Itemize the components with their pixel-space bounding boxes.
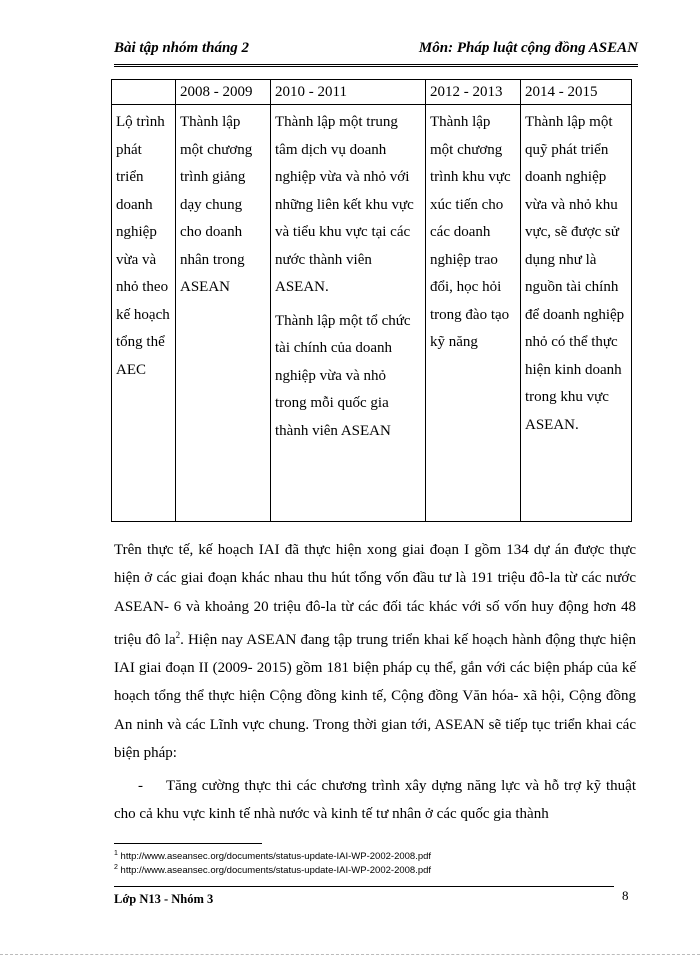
cell-text: Thành lập một chương trình giảng dạy chung cho doanh nhân trong ASEAN — [180, 114, 253, 295]
footnote-link[interactable]: http://www.aseansec.org/documents/status-update-IAI-WP-2002-2008.pdf — [120, 851, 432, 863]
cell-text: Thành lập một trung tâm dịch vụ doanh nghiệp vừa và nhỏ với những liên kết khu vực và tiểu khu vực tại các nước thành viên ASEAN. — [275, 114, 414, 295]
footnote-1 — [114, 850, 431, 862]
header-cell-empty — [112, 80, 176, 105]
table-row — [112, 105, 632, 522]
footnote-number: 2 — [114, 864, 118, 871]
footer-group-label: Lớp N13 - Nhóm 3 — [114, 892, 214, 906]
footnote-link[interactable]: http://www.aseansec.org/documents/status-update-IAI-WP-2002-2008.pdf — [120, 865, 432, 877]
cell-text: Thành lập một quỹ phát triển doanh nghiệp vừa và nhỏ khu vực, sẽ được sử dụng như là nguồn tài chính để doanh nghiệp nhỏ có thể thực hiện kinh doanh trong khu vực ASEAN. — [525, 114, 625, 433]
footer-divider — [114, 886, 614, 887]
footnote-separator — [114, 843, 262, 844]
paragraph-part-1: Trên thực tế, kế hoạch IAI đã thực hiện xong giai đoạn I gồm 134 dự án được thực hiện ở các giai đoạn khác nhau thu hút tổng vốn đầu tư là 191 triệu đô-la từ các nước ASEAN- 6 và khoảng 20 triệu đô-la từ các đối tác khác với số vốn huy động hơn 48 triệu đô la — [114, 542, 636, 648]
row-label: Lộ trình phát triển doanh nghiệp vừa và nhỏ theo kế hoạch tổng thể AEC — [116, 114, 170, 378]
footnote-ref-2[interactable]: 2 — [175, 629, 181, 640]
header-course-title: Bài tập nhóm tháng 2 — [114, 40, 250, 56]
cell-2008-2009 — [176, 105, 271, 522]
table-header-row — [112, 80, 632, 105]
sme-roadmap-table — [111, 79, 632, 522]
footnote-2 — [114, 864, 431, 876]
page-header — [114, 40, 638, 67]
body-paragraph — [114, 536, 636, 767]
cell-text: Thành lập một chương trình khu vực xúc tiến cho các doanh nghiệp trao đổi, học hỏi trong đào tạo kỹ năng — [430, 114, 511, 350]
paragraph-text — [114, 536, 636, 767]
header-cell-2008-2009: 2008 - 2009 — [176, 80, 271, 105]
footnote-number: 1 — [114, 850, 118, 857]
bullet-text: Tăng cường thực thi các chương trình xây dựng năng lực và hỗ trợ kỹ thuật cho cả khu vực kinh tế nhà nước và kinh tế tư nhân ở các quốc gia thành — [114, 778, 636, 823]
header-cell-2010-2011: 2010 - 2011 — [271, 80, 426, 105]
header-cell-2014-2015: 2014 - 2015 — [521, 80, 632, 105]
page-number: 8 — [622, 888, 629, 903]
paragraph-part-2: . Hiện nay ASEAN đang tập trung triển khai kế hoạch hành động thực hiện IAI giai đoạn II (2009- 2015) gồm 181 biện pháp cụ thể, gắn với các biện pháp của kế hoạch tổng thể thực hiện Cộng đồng kinh tế, Cộng đồng Văn hóa- xã hội, Cộng đồng An ninh và các Lĩnh vực chung. Trong thời gian tới, ASEAN sẽ tiếp tục triển khai các biện pháp: — [114, 631, 636, 762]
bullet-dash: - — [138, 778, 143, 794]
page-break-line — [0, 954, 700, 955]
cell-2012-2013 — [426, 105, 521, 522]
header-cell-2012-2013: 2012 - 2013 — [426, 80, 521, 105]
row-label-cell — [112, 105, 176, 522]
cell-2014-2015 — [521, 105, 632, 522]
cell-2010-2011 — [271, 105, 426, 522]
header-subject: Môn: Pháp luật cộng đồng ASEAN — [418, 40, 638, 56]
bullet-item — [114, 772, 636, 829]
cell-text: Thành lập một tổ chức tài chính của doanh nghiệp vừa và nhỏ trong mỗi quốc gia thành viên ASEAN — [275, 312, 411, 439]
